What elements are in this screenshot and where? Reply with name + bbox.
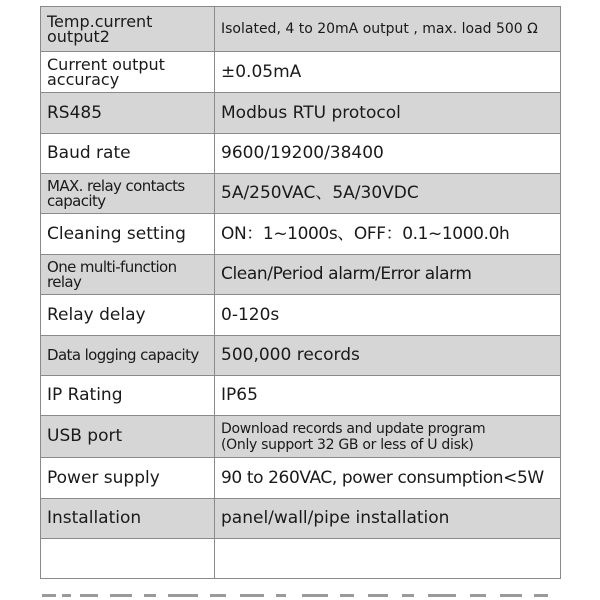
spec-value-line: 9600/19200/38400 (221, 143, 384, 163)
spec-label (41, 255, 215, 295)
spec-value-line: 0-120s (221, 304, 280, 325)
spec-label-line: Power supply (47, 467, 160, 488)
spec-label-line: Installation (47, 508, 142, 528)
text-fragment-mark (240, 594, 264, 597)
text-fragment-mark (302, 594, 328, 597)
table-row (41, 7, 561, 52)
spec-label (41, 416, 215, 458)
spec-value (215, 174, 561, 214)
text-fragment-mark (368, 594, 388, 597)
spec-value (215, 539, 561, 579)
table-row (41, 539, 561, 579)
specification-table (40, 6, 561, 579)
text-fragment-mark (340, 594, 354, 597)
spec-value (215, 416, 561, 458)
table-row (41, 499, 561, 539)
spec-value-line: 500,000 records (221, 345, 360, 365)
text-fragment-mark (144, 594, 156, 597)
spec-value (215, 52, 561, 93)
table-row (41, 174, 561, 214)
spec-value-line: (Only support 32 GB or less of U disk) (221, 436, 474, 453)
spec-value-line: Isolated, 4 to 20mA output , max. load 500 Ω (221, 21, 538, 37)
spec-label-line: One multi-function (47, 257, 177, 276)
spec-label-line: output2 (47, 27, 110, 46)
table-row (41, 336, 561, 376)
spec-value (215, 499, 561, 539)
spec-value (215, 7, 561, 52)
spec-label (41, 7, 215, 52)
text-fragment-mark (428, 594, 456, 597)
spec-value (215, 214, 561, 255)
spec-label-line: accuracy (47, 70, 120, 89)
spec-label-line: relay (47, 272, 82, 291)
spec-label-line: RS485 (47, 102, 103, 123)
spec-value (215, 134, 561, 174)
spec-label (41, 214, 215, 255)
spec-value-line: ±0.05mA (221, 61, 302, 82)
spec-label-line: capacity (47, 191, 106, 210)
spec-value (215, 255, 561, 295)
text-fragment-mark (534, 594, 548, 597)
spec-value-line: IP65 (221, 385, 258, 405)
text-fragment-mark (168, 594, 198, 597)
text-fragment-mark (210, 594, 226, 597)
spec-label-line: IP Rating (47, 385, 123, 405)
spec-label-line: Relay delay (47, 304, 146, 325)
text-fragment-mark (500, 594, 522, 597)
spec-value-line: 90 to 260VAC, power consumption<5W (221, 467, 544, 488)
table-row (41, 255, 561, 295)
spec-value (215, 295, 561, 336)
spec-value-line: Modbus RTU protocol (221, 102, 401, 123)
text-fragment-mark (402, 594, 414, 597)
spec-value-line: Download records and update program (221, 420, 486, 437)
spec-label (41, 499, 215, 539)
spec-label (41, 93, 215, 134)
spec-label-line: Data logging capacity (47, 346, 199, 364)
spec-value (215, 458, 561, 499)
spec-label (41, 174, 215, 214)
spec-label-line: Baud rate (47, 143, 131, 163)
spec-label-line: Cleaning setting (47, 223, 186, 244)
spec-label (41, 376, 215, 416)
text-fragment-mark (42, 594, 56, 597)
table-row (41, 295, 561, 336)
spec-label (41, 295, 215, 336)
table-row (41, 416, 561, 458)
spec-label-line: USB port (47, 426, 123, 446)
text-fragment-mark (62, 594, 71, 597)
text-fragment-mark (276, 594, 286, 597)
text-fragment-mark (80, 594, 98, 597)
spec-label (41, 458, 215, 499)
table-row (41, 376, 561, 416)
table-row (41, 93, 561, 134)
spec-label-line: Temp.current (47, 12, 153, 31)
spec-label-line: Current output (47, 55, 165, 74)
table-row (41, 214, 561, 255)
spec-value (215, 93, 561, 134)
text-fragment-mark (110, 594, 132, 597)
table-row (41, 52, 561, 93)
spec-value-line: ON：1~1000s、OFF：0.1~1000.0h (221, 223, 510, 244)
spec-value (215, 336, 561, 376)
table-row (41, 458, 561, 499)
spec-value (215, 376, 561, 416)
spec-value-line: panel/wall/pipe installation (221, 508, 450, 528)
spec-label (41, 134, 215, 174)
spec-label (41, 52, 215, 93)
text-fragment-mark (470, 594, 486, 597)
spec-value-line: 5A/250VAC、5A/30VDC (221, 183, 419, 203)
cropped-text-fragment (40, 584, 560, 600)
spec-label (41, 539, 215, 579)
table-row (41, 134, 561, 174)
spec-label (41, 336, 215, 376)
spec-label-line: MAX. relay contacts (47, 176, 185, 195)
spec-value-line: Clean/Period alarm/Error alarm (221, 264, 472, 284)
